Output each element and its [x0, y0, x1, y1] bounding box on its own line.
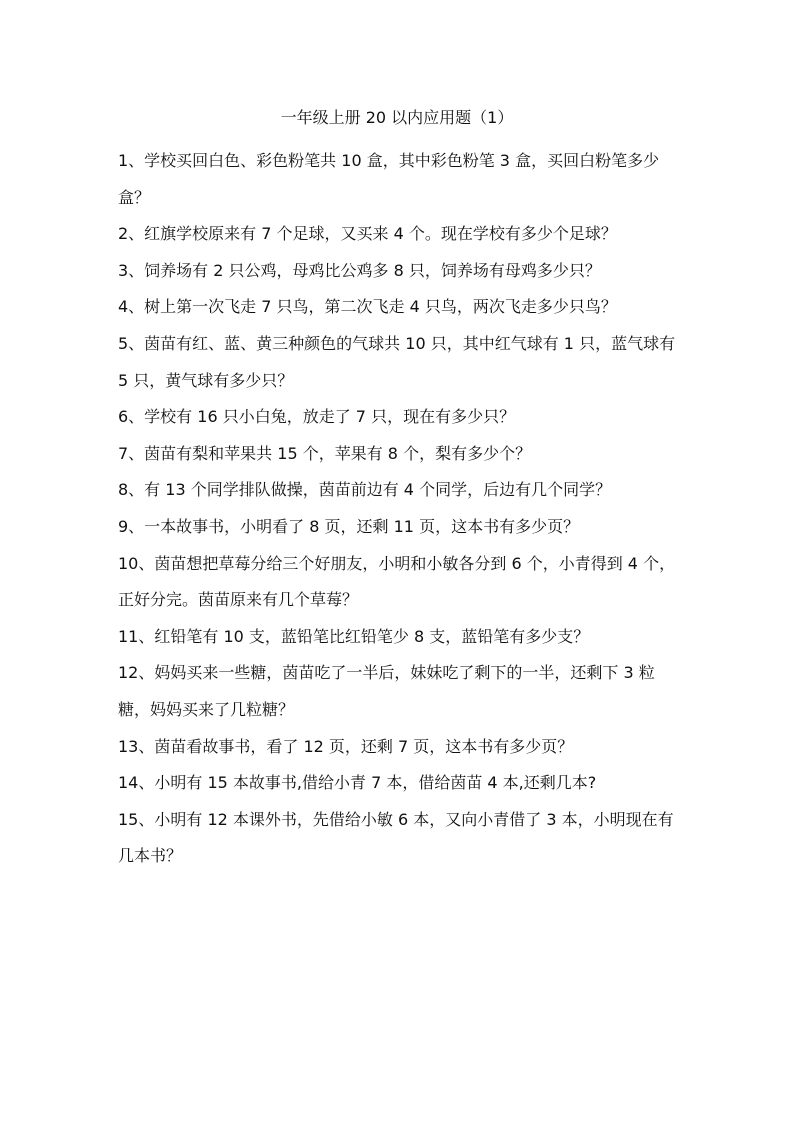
question-item-9: 9、一本故事书，小明看了 8 页，还剩 11 页，这本书有多少页？	[118, 516, 580, 536]
question-item-15: 15、小明有 12 本课外书，先借给小敏 6 本，又向小青借了 3 本，小明现在有几本书？	[118, 809, 674, 866]
question-item-13: 13、茵苗看故事书，看了 12 页，还剩 7 页，这本书有多少页？	[118, 736, 574, 756]
question-item-10: 10、茵苗想把草莓分给三个好朋友，小明和小敏各分到 6 个，小青得到 4 个，正好分完。茵苗原来有几个草莓？	[118, 553, 676, 610]
question-item-2: 2、红旗学校原来有 7 个足球，又买来 4 个。现在学校有多少个足球？	[118, 224, 617, 244]
question-item-4: 4、树上第一次飞走 7 只鸟，第二次飞走 4 只鸟，两次飞走多少只鸟？	[118, 297, 617, 317]
question-item-1: 1、学校买回白色、彩色粉笔共 10 盒，其中彩色粉笔 3 盒，买回白粉笔多少盒？	[118, 151, 660, 207]
question-list	[118, 143, 678, 875]
question-item-12: 12、妈妈买来一些糖，茵苗吃了一半后，妹妹吃了剩下的一半，还剩下 3 粒糖，妈妈买来了几粒糖？	[118, 663, 655, 719]
page-title: 一年级上册 20 以内应用题（1）	[280, 108, 514, 127]
question-item-14: 14、小明有 15 本故事书,借给小青 7 本，借给茵苗 4 本,还剩几本?	[118, 773, 597, 793]
question-item-3: 3、饲养场有 2 只公鸡，母鸡比公鸡多 8 只，饲养场有母鸡多少只？	[118, 260, 601, 280]
question-item-6: 6、学校有 16 只小白兔，放走了 7 只，现在有多少只？	[118, 407, 516, 427]
question-item-7: 7、茵苗有梨和苹果共 15 个，苹果有 8 个，梨有多少个？	[118, 443, 532, 463]
question-item-5: 5、茵苗有红、蓝、黄三种颜色的气球共 10 只，其中红气球有 1 只，蓝气球有 5 只，黄气球有多少只？	[118, 333, 676, 390]
question-item-8: 8、有 13 个同学排队做操，茵苗前边有 4 个同学，后边有几个同学？	[118, 480, 612, 500]
question-item-11: 11、红铅笔有 10 支，蓝铅笔比红铅笔少 8 支，蓝铅笔有多少支？	[118, 626, 590, 646]
